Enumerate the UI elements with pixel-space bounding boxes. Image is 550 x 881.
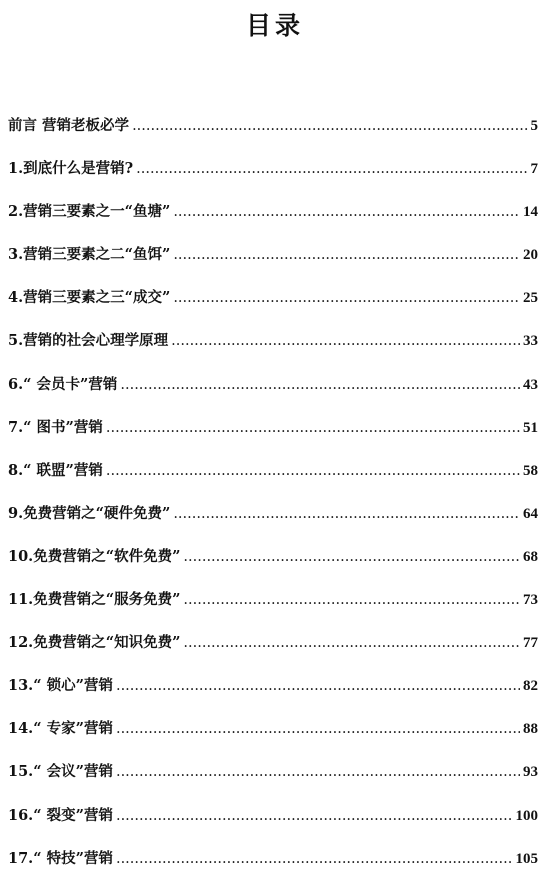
toc-entry-page: 7 [530, 161, 538, 178]
toc-entry[interactable] [8, 406, 538, 449]
toc-entry-label: 2.营销三要素之一“鱼塘” [8, 203, 171, 221]
toc-entry[interactable] [8, 492, 538, 535]
dot-leader [173, 277, 520, 320]
toc-entry-label: 10.免费营销之“软件免费” [8, 547, 181, 565]
toc-entry-page: 14 [523, 204, 538, 221]
toc-entry[interactable] [8, 104, 538, 147]
toc-entry-label: 16.“ 裂变”营销 [8, 806, 113, 824]
dot-leader [173, 234, 520, 277]
toc-entry-page: 73 [523, 592, 538, 609]
toc-entry[interactable] [8, 707, 538, 750]
toc-entry-page: 64 [523, 505, 538, 522]
toc-entry-page: 20 [523, 247, 538, 264]
dot-leader [116, 838, 513, 881]
toc-entry[interactable] [8, 837, 538, 880]
toc-entry[interactable] [8, 449, 538, 492]
toc-entry-label: 4.营销三要素之三“成交” [8, 289, 171, 307]
toc-entry-label: 7.“ 图书”营销 [8, 418, 103, 436]
toc-entry-page: 43 [523, 376, 538, 393]
toc-entry-page: 58 [523, 462, 538, 479]
dot-leader [173, 191, 520, 234]
toc-entry[interactable] [8, 190, 538, 233]
toc-entry-page: 25 [523, 290, 538, 307]
toc-entry-label: 15.“ 会议”营销 [8, 763, 113, 781]
dot-leader [132, 105, 527, 148]
toc-entry[interactable] [8, 233, 538, 276]
toc-entry-label: 前言 营销老板必学 [8, 117, 130, 134]
toc-entry-label: 11.免费营销之“服务免费” [8, 591, 181, 609]
toc-entry-label: 6.“ 会员卡”营销 [8, 375, 118, 393]
toc-entry[interactable] [8, 276, 538, 319]
toc-entry-page: 88 [523, 721, 538, 738]
table-of-contents [8, 104, 538, 880]
dot-leader [116, 751, 520, 794]
toc-entry[interactable] [8, 319, 538, 362]
dot-leader [120, 364, 520, 407]
dot-leader [106, 450, 520, 493]
dot-leader [116, 665, 520, 708]
dot-leader [116, 708, 520, 751]
toc-entry-page: 105 [515, 850, 538, 867]
toc-entry[interactable] [8, 535, 538, 578]
toc-entry-label: 14.“ 专家”营销 [8, 720, 113, 738]
toc-entry[interactable] [8, 147, 538, 190]
toc-entry-label: 13.“ 锁心”营销 [8, 677, 113, 695]
toc-entry-label: 3.营销三要素之二“鱼饵” [8, 246, 171, 264]
toc-entry[interactable] [8, 621, 538, 664]
toc-entry-page: 100 [515, 807, 538, 824]
page-title: 目录 [245, 11, 304, 40]
dot-leader [173, 493, 520, 536]
toc-entry-label: 12.免费营销之“知识免费” [8, 634, 181, 652]
toc-entry-page: 68 [523, 548, 538, 565]
toc-entry-page: 77 [523, 635, 538, 652]
toc-entry-label: 1.到底什么是营销? [8, 160, 134, 178]
toc-entry-page: 5 [530, 118, 538, 134]
toc-entry-page: 51 [523, 419, 538, 436]
toc-entry-label: 17.“ 特技”营销 [8, 849, 113, 867]
toc-entry-label: 9.免费营销之“硬件免费” [8, 504, 171, 522]
dot-leader [106, 407, 520, 450]
toc-entry-page: 33 [523, 333, 538, 350]
dot-leader [136, 148, 527, 191]
toc-entry[interactable] [8, 664, 538, 707]
dot-leader [183, 536, 520, 579]
dot-leader [183, 622, 520, 665]
dot-leader [183, 579, 520, 622]
toc-entry[interactable] [8, 794, 538, 837]
toc-entry[interactable] [8, 750, 538, 793]
toc-entry-label: 8.“ 联盟”营销 [8, 461, 103, 479]
dot-leader [116, 795, 513, 838]
dot-leader [171, 320, 520, 363]
toc-entry-label: 5.营销的社会心理学原理 [8, 332, 169, 350]
toc-entry-page: 93 [523, 764, 538, 781]
toc-entry[interactable] [8, 363, 538, 406]
toc-entry-page: 82 [523, 678, 538, 695]
toc-entry[interactable] [8, 578, 538, 621]
